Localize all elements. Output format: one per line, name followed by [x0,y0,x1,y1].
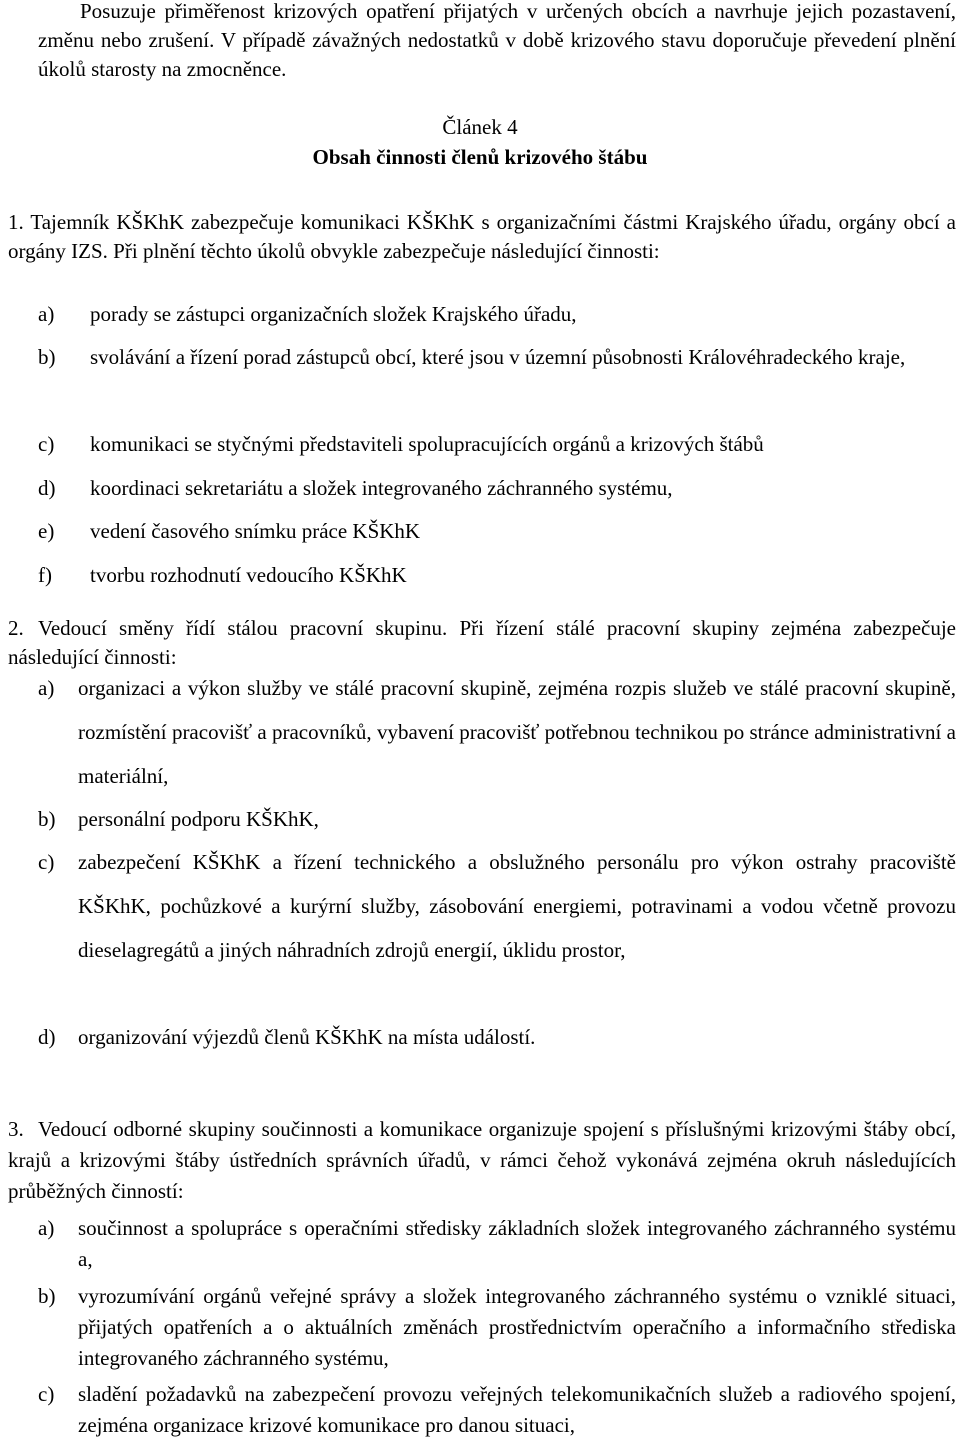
section-2-paragraph [8,614,956,672]
section-number: 2. [8,616,24,640]
list-text: sladění požadavků na zabezpečení provozu veřejných telekomunikačních služeb a radiového spojení, zejména organizace krizové komunikace pro danou situaci, [78,1382,956,1437]
list-text: komunikaci se styčnými představiteli spolupracujících orgánů a krizových štábů [90,432,764,456]
list-label: d) [38,476,56,500]
section-1-item-f [38,553,956,597]
section-3-item-c [38,1379,956,1441]
list-label: c) [38,432,55,456]
section-number: 3. [8,1117,24,1141]
list-label: a) [38,676,55,700]
section-1-item-b [38,335,956,379]
list-text: součinnost a spolupráce s operačními středisky základních složek integrovaného záchranného systému a, [78,1216,956,1271]
list-text: vedení časového snímku práce KŠKhK [90,519,421,543]
list-label: a) [38,302,55,326]
list-text: vyrozumívání orgánů veřejné správy a složek integrovaného záchranného systému o vzniklé situaci, přijatých opatřeních a o aktuálních změnách prostřednictvím operačního a informačního střediska integrovaného záchranného systému, [78,1284,956,1370]
list-label: f) [38,563,52,587]
section-1-item-e [38,509,956,553]
intro-paragraph: Posuzuje přiměřenost krizových opatření přijatých v určených obcích a navrhuje jejich pozastavení, změnu nebo zrušení. V případě závažných nedostatků v době krizového stavu doporučuje převedení plnění úkolů starosty na zmocněnce. [38,0,956,81]
list-label: c) [38,1382,55,1406]
article-number: Článek 4 [442,115,518,139]
list-text: tvorbu rozhodnutí vedoucího KŠKhK [90,563,407,587]
list-label: b) [38,1284,56,1308]
section-2-item-b [38,797,956,841]
list-text: zabezpečení KŠKhK a řízení technického a obslužného personálu pro výkon ostrahy pracoviště KŠKhK, pochůzkové a kurýrní služby, zásobování energiemi, potravinami a vodou včetně provozu dieselagregátů a jiných náhradních zdrojů energií, úklidu prostor, [78,850,956,962]
article-title: Obsah činnosti členů krizového štábu [312,145,648,169]
section-3-paragraph [8,1114,956,1207]
list-text: organizaci a výkon služby ve stálé pracovní skupině, zejména rozpis služeb ve stálé pracovní skupině, rozmístění pracovišť a pracovníků, vybavení pracovišť potřebnou technikou po stránce administrativní a materiální, [78,676,956,788]
section-1-paragraph: 1. Tajemník KŠKhK zabezpečuje komunikaci KŠKhK s organizačními částmi Krajského úřadu, orgány obcí a orgány IZS. Při plnění těchto úkolů obvykle zabezpečuje následující činnosti: [8,210,956,263]
list-label: c) [38,850,55,874]
list-label: e) [38,519,55,543]
section-1-item-a [38,292,956,336]
list-text: svolávání a řízení porad zástupců obcí, které jsou v územní působnosti Královéhradeckého kraje, [90,345,906,369]
section-2-item-a [38,666,956,798]
section-3-item-b [38,1281,956,1374]
section-1-item-d [38,466,956,510]
list-text: koordinaci sekretariátu a složek integrovaného záchranného systému, [90,476,673,500]
section-2-item-d [38,1015,956,1059]
list-text: personální podporu KŠKhK, [78,807,319,831]
section-2-item-c [38,840,956,972]
section-2-text: Vedoucí směny řídí stálou pracovní skupinu. Při řízení stálé pracovní skupiny zejména zabezpečuje následující činnosti: [8,616,956,669]
list-label: d) [38,1025,56,1049]
section-3-item-a [38,1213,956,1275]
list-label: a) [38,1216,55,1240]
list-text: porady se zástupci organizačních složek Krajského úřadu, [90,302,577,326]
list-label: b) [38,807,56,831]
list-label: b) [38,345,56,369]
list-text: organizování výjezdů členů KŠKhK na místa událostí. [78,1025,536,1049]
section-3-text: Vedoucí odborné skupiny součinnosti a komunikace organizuje spojení s příslušnými krizovými štáby obcí, krajů a krizovými štáby ústředních správních úřadů, v rámci čehož vykonává zejména okruh následujících průběžných činností: [8,1117,956,1203]
section-1-item-c [38,422,956,466]
